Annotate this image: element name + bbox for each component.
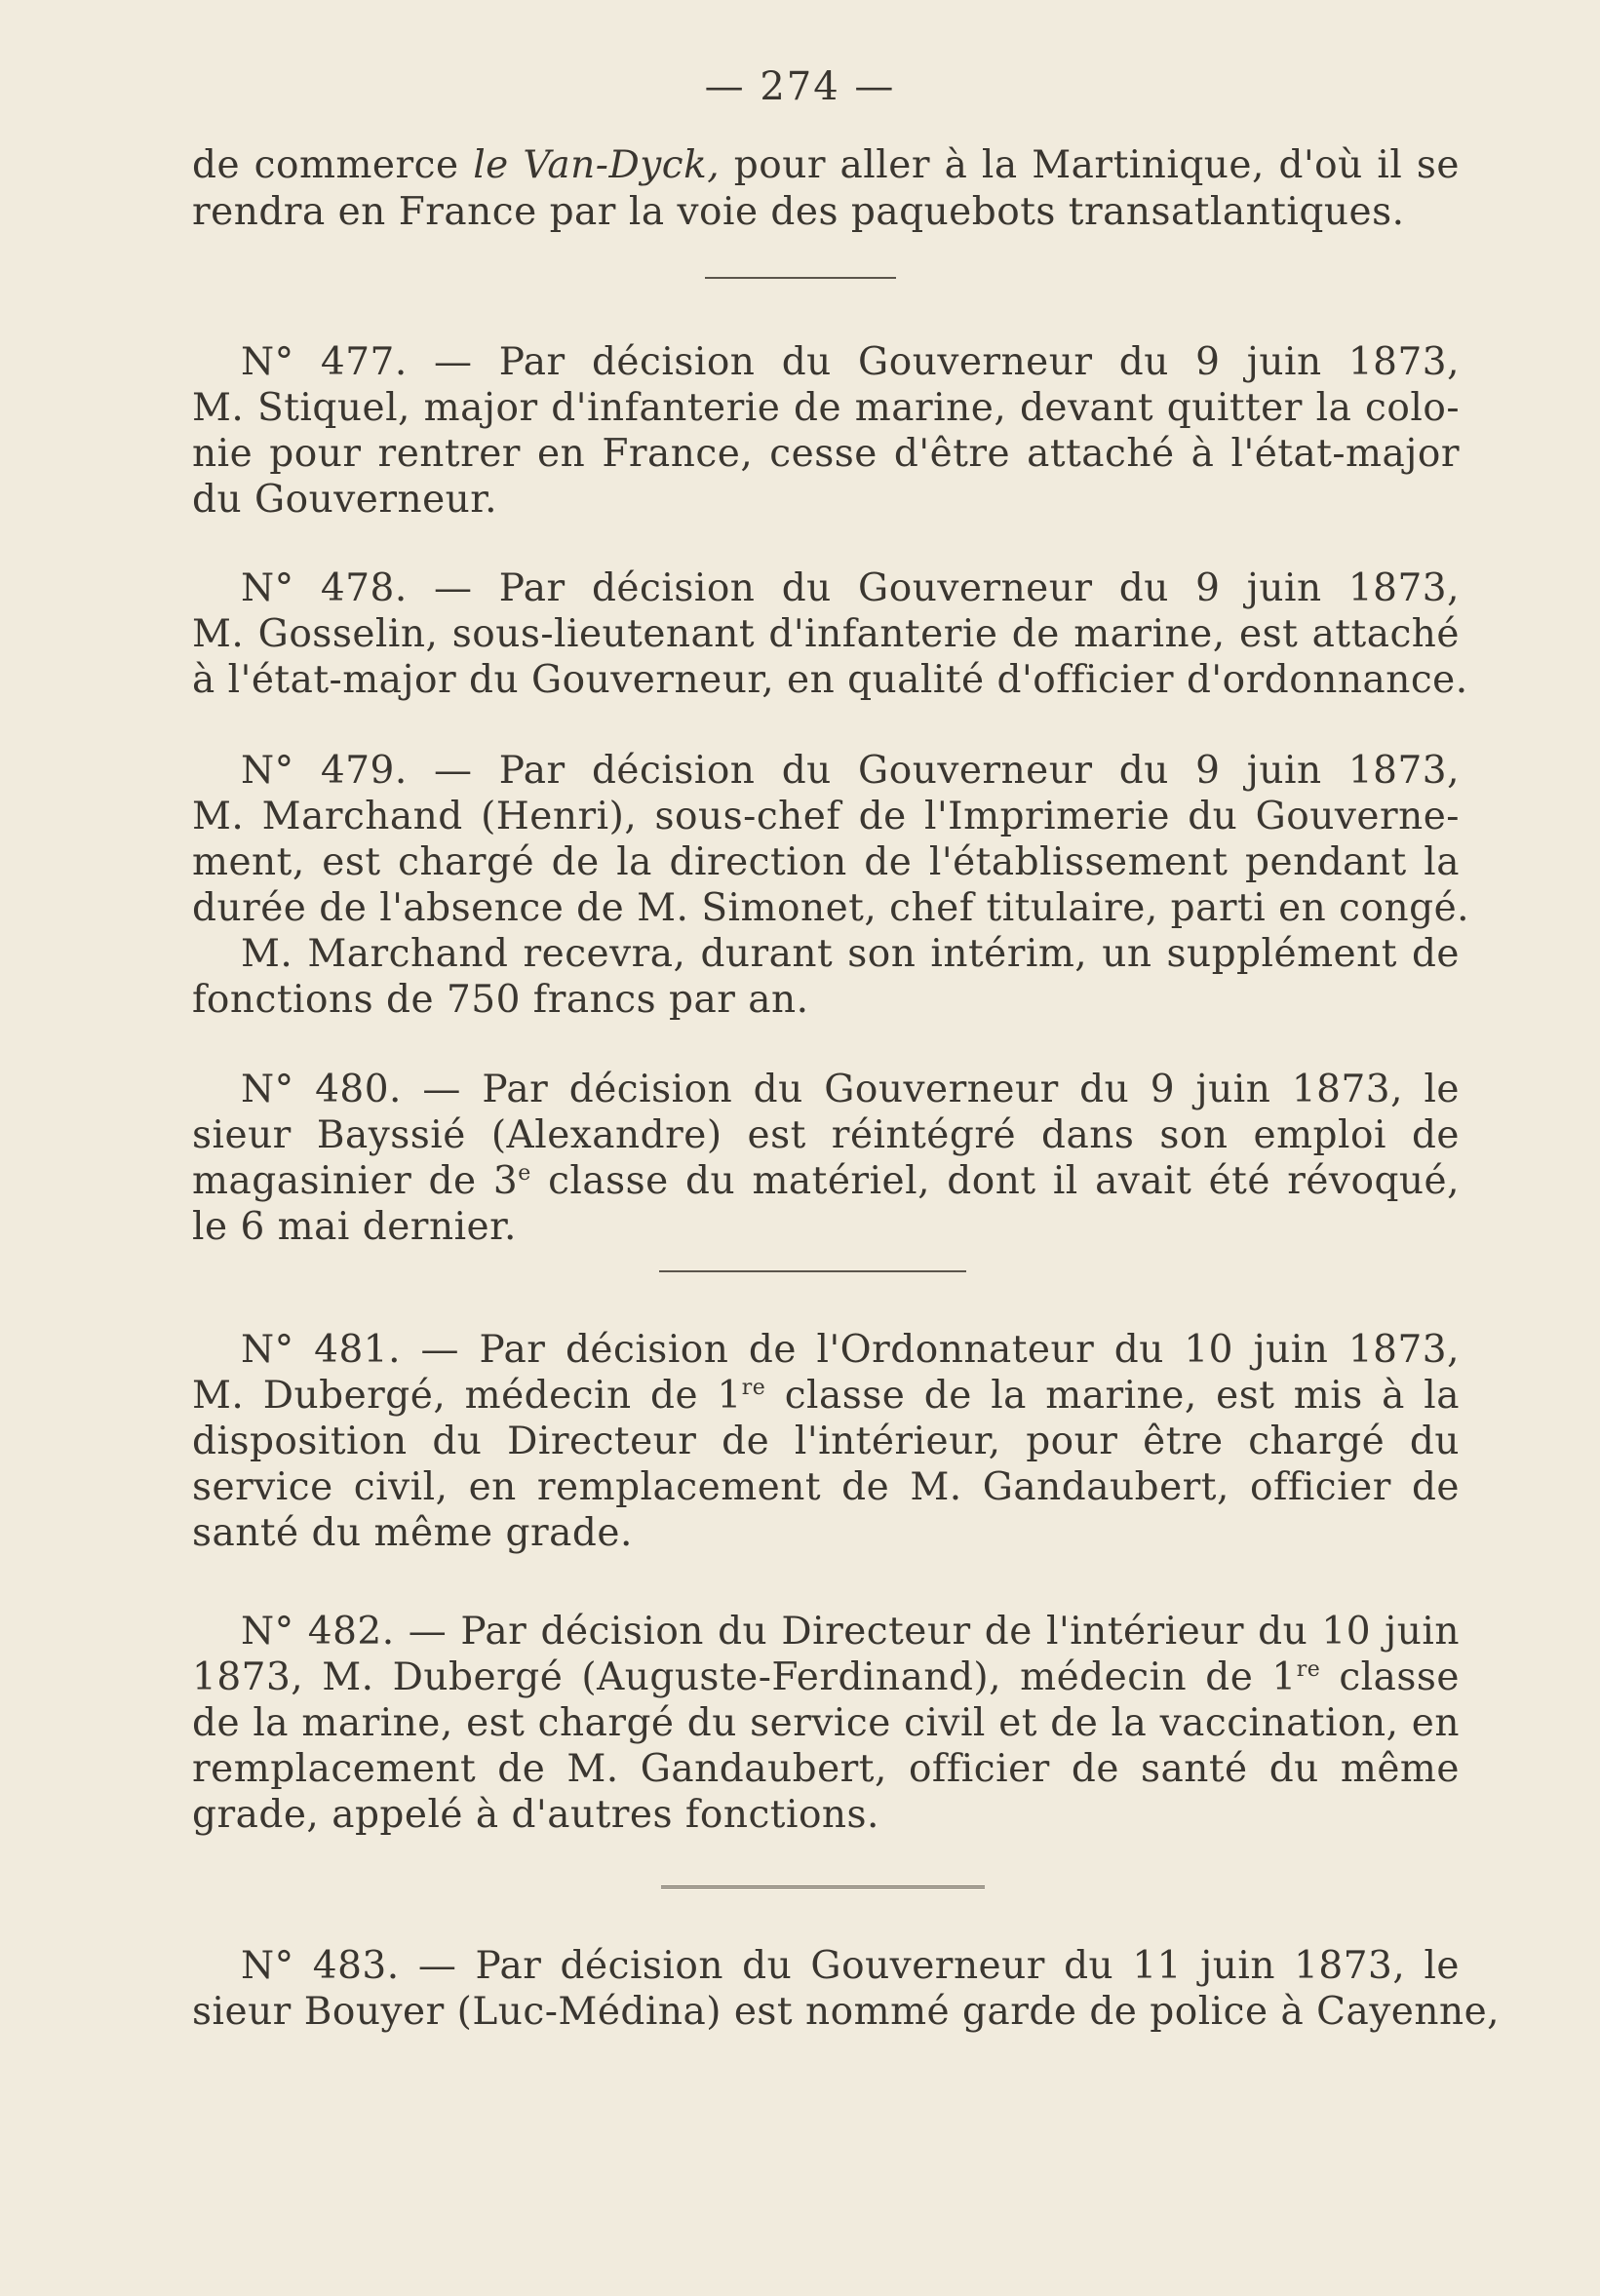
text-span: classe de la marine, est mis à la	[765, 1374, 1460, 1418]
superscript: re	[741, 1376, 766, 1400]
text-line: M. Stiquel, major d'infanterie de marine, devant quitter la colo-	[192, 386, 1460, 430]
text-line: service civil, en remplacement de M. Gandaubert, officier de	[192, 1465, 1460, 1509]
text-line: de la marine, est chargé du service civil et de la vaccination, en	[192, 1701, 1460, 1745]
text-line: N° 481. — Par décision de l'Ordonnateur du 10 juin 1873,	[241, 1328, 1460, 1372]
text-span: pour aller à la Martinique, d'où il se	[720, 143, 1460, 187]
text-span: magasinier de 3	[192, 1159, 519, 1203]
text-line: disposition du Directeur de l'intérieur, pour être chargé du	[192, 1420, 1460, 1463]
text-line: N° 479. — Par décision du Gouverneur du 9 juin 1873,	[241, 749, 1460, 793]
text-line: remplacement de M. Gandaubert, officier de santé du même	[192, 1747, 1460, 1791]
text-line: santé du même grade.	[192, 1511, 633, 1555]
ship-name: le Van-Dyck,	[473, 143, 721, 187]
text-line: N° 483. — Par décision du Gouverneur du 11 juin 1873, le	[241, 1944, 1460, 1988]
text-line: N° 480. — Par décision du Gouverneur du 9 juin 1873, le	[241, 1068, 1460, 1111]
text-span: de commerce	[192, 143, 474, 187]
text-line: grade, appelé à d'autres fonctions.	[192, 1793, 879, 1837]
text-span: M. Dubergé, médecin de 1	[192, 1374, 742, 1418]
text-line: rendra en France par la voie des paquebots transatlantiques.	[192, 190, 1405, 234]
text-span: 1873, M. Dubergé (Auguste-Ferdinand), médecin de 1	[192, 1655, 1297, 1699]
text-line: N° 477. — Par décision du Gouverneur du 9 juin 1873,	[241, 340, 1460, 384]
section-divider	[659, 1270, 966, 1272]
superscript: e	[518, 1161, 531, 1186]
text-line: sieur Bayssié (Alexandre) est réintégré dans son emploi de	[192, 1113, 1460, 1157]
text-line: du Gouverneur.	[192, 478, 498, 522]
text-line	[192, 142, 1460, 189]
text-line: à l'état-major du Gouverneur, en qualité d'officier d'ordonnance.	[192, 658, 1468, 702]
section-divider	[705, 277, 896, 279]
text-line: durée de l'absence de M. Simonet, chef titulaire, parti en congé.	[192, 886, 1470, 930]
page-number: — 274 —	[704, 64, 896, 109]
text-line	[192, 1158, 1460, 1205]
text-line: sieur Bouyer (Luc-Médina) est nommé garde de police à Cayenne,	[192, 1990, 1501, 2034]
text-line: fonctions de 750 francs par an.	[192, 978, 809, 1022]
text-line: le 6 mai dernier.	[192, 1205, 517, 1249]
text-line: M. Gosselin, sous-lieutenant d'infanterie de marine, est attaché	[192, 612, 1460, 656]
text-span: classe	[1320, 1655, 1460, 1699]
text-span: classe du matériel, dont il avait été révoqué,	[530, 1159, 1461, 1203]
section-divider-double	[661, 1886, 985, 1891]
text-line: N° 478. — Par décision du Gouverneur du 9 juin 1873,	[241, 566, 1460, 610]
text-line: nie pour rentrer en France, cesse d'être attaché à l'état-major	[192, 432, 1460, 476]
text-line: ment, est chargé de la direction de l'établissement pendant la	[192, 840, 1460, 884]
text-line: N° 482. — Par décision du Directeur de l'intérieur du 10 juin	[241, 1610, 1460, 1654]
text-line	[192, 1654, 1460, 1701]
text-line: M. Marchand recevra, durant son intérim, un supplément de	[241, 932, 1460, 976]
text-line	[192, 1373, 1460, 1420]
text-line: M. Marchand (Henri), sous-chef de l'Imprimerie du Gouverne-	[192, 795, 1460, 838]
superscript: re	[1296, 1657, 1321, 1682]
